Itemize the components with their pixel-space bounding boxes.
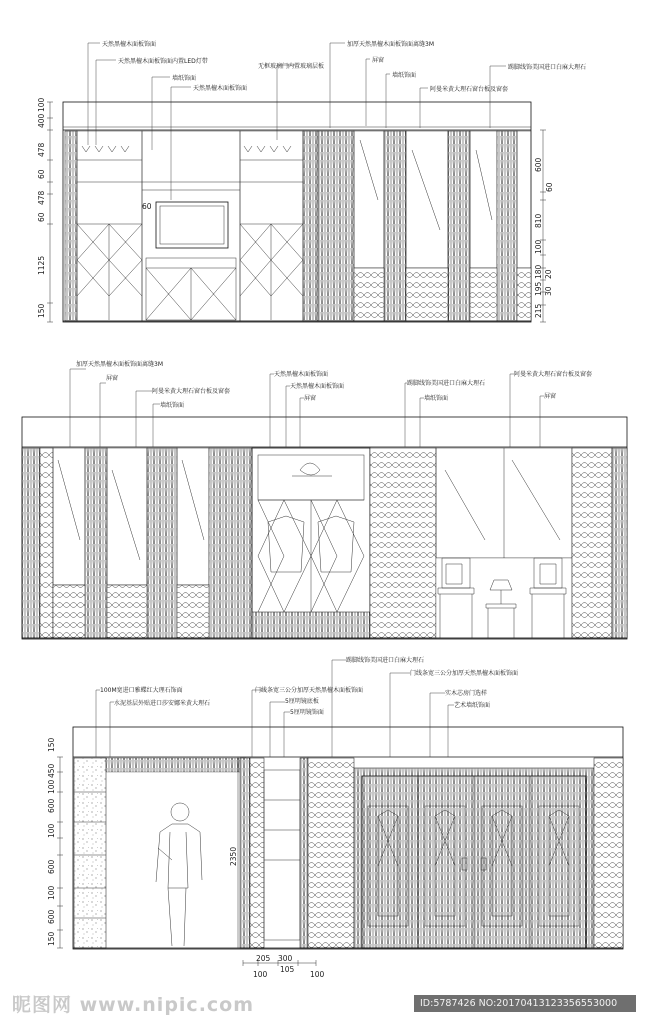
e1-label-7: 墙纸饰面 bbox=[392, 72, 417, 79]
e3-label-2: 门线条宽三公分加厚天然黑檀木面板饰面 bbox=[255, 687, 364, 694]
e1-dim-left-5: 60 bbox=[37, 212, 46, 222]
e3-dim-left-5: 600 bbox=[47, 859, 56, 874]
e1-dim-right-8: 215 bbox=[534, 303, 543, 318]
watermark-id: ID:5787426 NO:20170413123356553000 bbox=[414, 995, 636, 1012]
e3-dim-bottom-bot-0: 100 bbox=[253, 970, 268, 979]
e1-dim-left-4: 478 bbox=[37, 190, 46, 205]
e1-dim-right-1: 60 bbox=[545, 182, 554, 192]
e1-label-3: 天然黑檀木面板饰面 bbox=[193, 85, 248, 92]
e3-dim-bottom-top-0: 205 bbox=[256, 954, 271, 963]
e2-label-3: 墙纸饰面 bbox=[160, 402, 185, 409]
e1-dim-right-4: 180 bbox=[534, 264, 543, 279]
watermark-logo: 昵图网 www.nipic.com bbox=[12, 994, 255, 1016]
e3-label-7: 实木芯房门选样 bbox=[445, 690, 488, 697]
e1-tv-dim: 60 bbox=[142, 202, 152, 211]
e1-dim-right-2: 810 bbox=[534, 213, 543, 228]
e1-label-0: 天然黑檀木面板饰面 bbox=[102, 41, 157, 48]
e3-dim-left-8: 150 bbox=[47, 931, 56, 946]
e2-label-9: 阿曼米黄大理石窗台板及窗套 bbox=[514, 371, 593, 378]
e2-label-4: 天然黑檀木面板饰面 bbox=[274, 371, 329, 378]
e1-dim-left-6: 1125 bbox=[37, 255, 46, 275]
e1-dim-right-0: 600 bbox=[534, 157, 543, 172]
e3-dim-left-4: 100 bbox=[47, 823, 56, 838]
e1-label-8: 阿曼米黄大理石窗台板及窗套 bbox=[430, 86, 509, 93]
e2-label-1: 屏窗 bbox=[106, 375, 119, 382]
e1-dim-left-3: 60 bbox=[37, 169, 46, 179]
e1-dim-right-5: 195 bbox=[534, 281, 543, 296]
e3-label-1: 水泥基层外贴进口莎安娜米黄大理石 bbox=[114, 700, 211, 707]
e1-dim-left-1: 400 bbox=[37, 113, 46, 128]
e1-dim-right-3: 100 bbox=[534, 239, 543, 254]
e3-label-8: 艺术墙纸饰面 bbox=[454, 702, 491, 709]
e3-label-5: 踢脚线饰美国进口白麻大理石 bbox=[346, 657, 425, 664]
e1-label-5: 加厚天然黑檀木面板饰面离缝3M bbox=[347, 41, 434, 48]
e2-label-7: 踢脚线饰美国进口白麻大理石 bbox=[407, 380, 486, 387]
e2-label-10: 屏窗 bbox=[544, 393, 557, 400]
e1-dim-left-0: 100 bbox=[37, 97, 46, 112]
e2-label-0: 加厚天然黑檀木面板饰面离缝3M bbox=[76, 361, 163, 368]
e3-label-6: 门线条宽三公分加厚天然黑檀木面板饰面 bbox=[410, 670, 519, 677]
e1-dim-left-7: 150 bbox=[37, 303, 46, 318]
e3-label-4: 5厘明镜饰面 bbox=[290, 709, 324, 716]
e1-label-9: 踢脚线饰美国进口白麻大理石 bbox=[508, 64, 587, 71]
scale-figure bbox=[156, 803, 202, 946]
e2-label-6: 屏窗 bbox=[304, 395, 317, 402]
elevation-2 bbox=[22, 369, 627, 639]
e1-dim-left-2: 478 bbox=[37, 142, 46, 157]
e1-dim-right-7: 30 bbox=[544, 286, 553, 296]
elevation-1 bbox=[47, 43, 546, 322]
e3-label-0: 100M宽进口雅蝶红大理石饰面 bbox=[100, 687, 183, 694]
e3-dim-bottom-bot-2: 100 bbox=[310, 970, 325, 979]
e1-label-1: 天然黑檀木面板饰面内置LED灯带 bbox=[118, 58, 208, 65]
e3-dim-left-3: 600 bbox=[47, 798, 56, 813]
e3-dim-left-0: 150 bbox=[47, 737, 56, 752]
e3-height-dim: 2350 bbox=[229, 846, 238, 866]
e2-label-5: 天然黑檀木面板饰面 bbox=[290, 383, 345, 390]
e2-label-8: 墙纸饰面 bbox=[424, 395, 449, 402]
e3-dim-left-2: 100 bbox=[47, 779, 56, 794]
e3-dim-left-7: 600 bbox=[47, 909, 56, 924]
e3-dim-bottom-top-1: 300 bbox=[278, 954, 293, 963]
e3-dim-bottom-bot-1: 105 bbox=[280, 965, 295, 974]
e2-label-2: 阿曼米黄大理石窗台板及窗套 bbox=[152, 388, 231, 395]
e1-label-2: 墙纸饰面 bbox=[172, 75, 197, 82]
elevation-2-labels bbox=[76, 360, 592, 409]
e1-label-6: 屏窗 bbox=[372, 57, 385, 64]
e1-label-4: 无框玻璃门内置玻璃层板 bbox=[258, 63, 325, 70]
e3-dim-left-6: 100 bbox=[47, 885, 56, 900]
e3-dim-left-1: 450 bbox=[47, 763, 56, 778]
e3-label-3: 5厘明镜底板 bbox=[285, 698, 319, 705]
e1-dim-right-6: 20 bbox=[544, 269, 553, 279]
